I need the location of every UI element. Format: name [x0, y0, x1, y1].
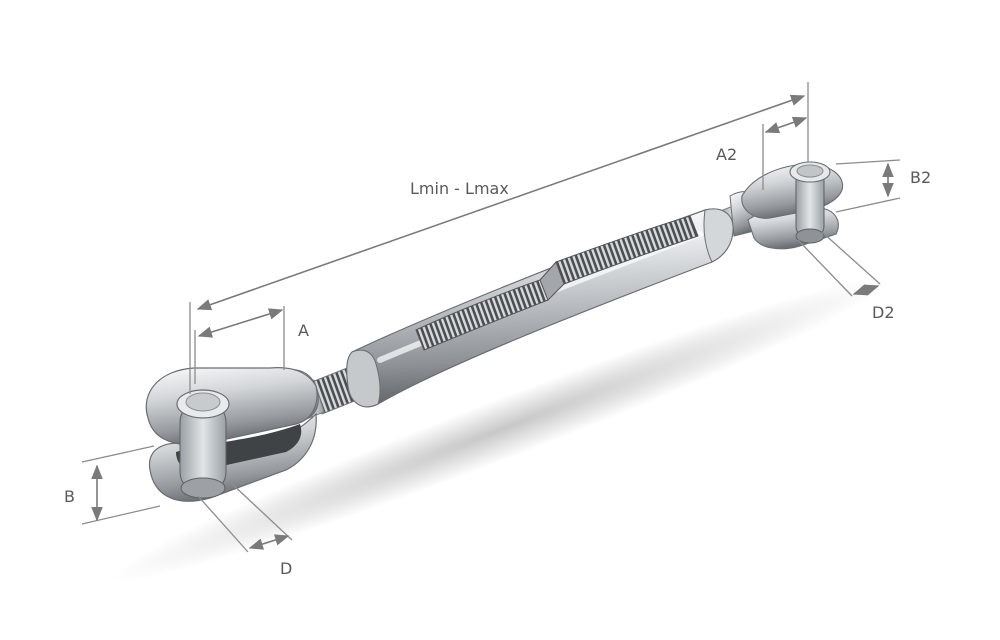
label-d2: D2	[872, 303, 895, 322]
dimension-b	[64, 446, 160, 524]
left-jaw	[146, 368, 318, 502]
label-b2: B2	[910, 168, 932, 187]
label-a: A	[298, 321, 309, 340]
label-lmin-lmax: Lmin - Lmax	[410, 179, 509, 198]
dimension-b2	[836, 160, 931, 212]
label-b: B	[64, 487, 75, 506]
label-d: D	[280, 559, 293, 578]
label-a2: A2	[716, 145, 738, 164]
